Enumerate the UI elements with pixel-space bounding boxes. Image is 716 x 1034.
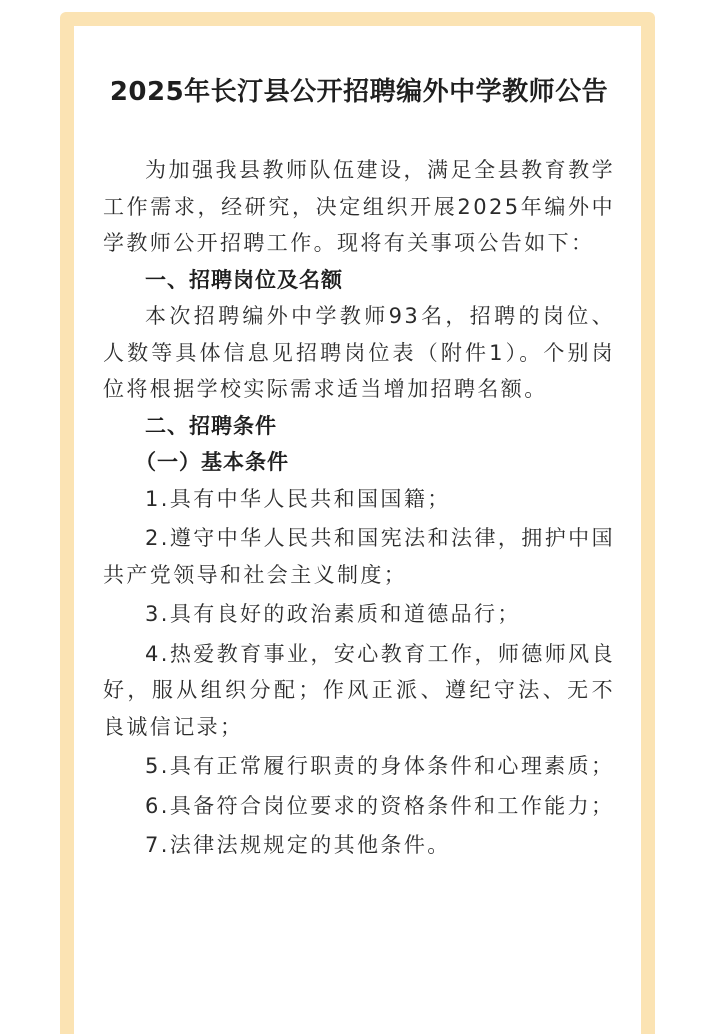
- condition-item-3: 3.具有良好的政治素质和道德品行；: [145, 602, 521, 626]
- section-heading-positions: 一、招聘岗位及名额: [145, 267, 343, 292]
- announcement-title: 2025年长汀县公开招聘编外中学教师公告: [109, 77, 609, 107]
- condition-item-2: 2.遵守中华人民共和国宪法和法律，拥护中国共产党领导和社会主义制度；: [103, 526, 615, 587]
- announcement-content: [103, 70, 615, 864]
- condition-item-5: 5.具有正常履行职责的身体条件和心理素质；: [145, 754, 615, 778]
- intro-paragraph: 为加强我县教师队伍建设，满足全县教育教学工作需求，经研究，决定组织开展2025年编外中学教师公开招聘工作。现将有关事项公告如下：: [103, 158, 615, 255]
- condition-item-7: 7.法律法规规定的其他条件。: [145, 833, 451, 857]
- condition-item-4: 4.热爱教育事业，安心教育工作，师德师风良好，服从组织分配；作风正派、遵纪守法、无不良诚信记录；: [103, 641, 615, 739]
- sub-heading-basic-conditions: （一）基本条件: [135, 450, 289, 474]
- announcement-body: [103, 152, 615, 864]
- condition-item-1: 1.具有中华人民共和国国籍；: [145, 486, 451, 511]
- positions-paragraph: 本次招聘编外中学教师93名，招聘的岗位、人数等具体信息见招聘岗位表（附件1）。个别岗位将根据学校实际需求适当增加招聘名额。: [103, 304, 615, 401]
- condition-item-6: 6.具备符合岗位要求的资格条件和工作能力；: [145, 793, 615, 818]
- section-heading-conditions: 二、招聘条件: [145, 413, 277, 438]
